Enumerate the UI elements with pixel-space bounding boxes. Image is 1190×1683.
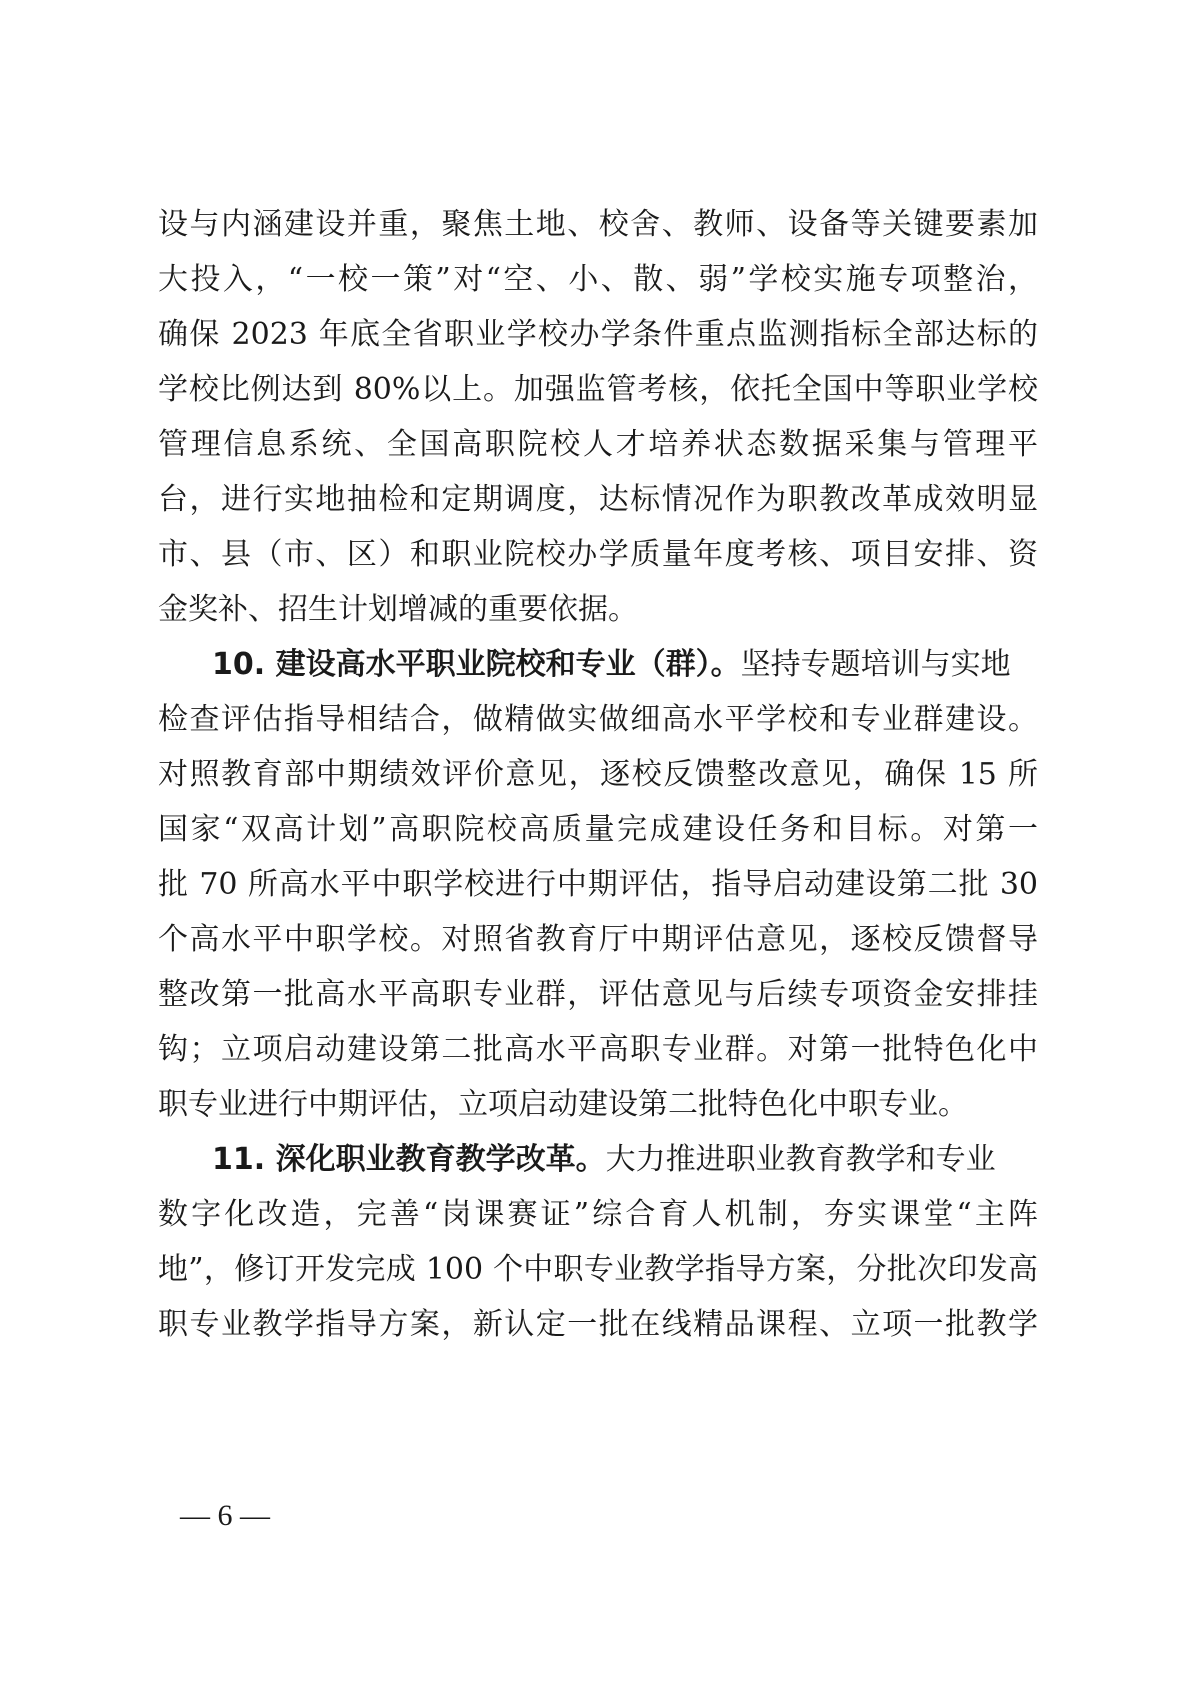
page-number: — 6 — <box>180 1499 270 1532</box>
paragraph-line: 国家“双高计划”高职院校高质量完成建设任务和目标。对第一 <box>158 812 1038 847</box>
paragraph-line: 管理信息系统、全国高职院校人才培养状态数据采集与管理平 <box>158 427 1038 462</box>
section-10-first-line <box>212 645 1038 705</box>
paragraph-line: 确保 2023 年底全省职业学校办学条件重点监测指标全部达标的 <box>158 317 1038 352</box>
paragraph-line: 学校比例达到 80%以上。加强监管考核，依托全国中等职业学校 <box>158 372 1038 407</box>
section-11-heading: 11. 深化职业教育教学改革。 <box>212 1142 606 1177</box>
paragraph-line: 金奖补、招生计划增减的重要依据。 <box>158 592 638 627</box>
paragraph-line: 个高水平中职学校。对照省教育厅中期评估意见，逐校反馈督导 <box>158 922 1038 957</box>
paragraph-line: 大投入，“一校一策”对“空、小、散、弱”学校实施专项整治， <box>158 262 1038 297</box>
section-11-first-line <box>212 1140 1038 1200</box>
paragraph-line: 设与内涵建设并重，聚焦土地、校舍、教师、设备等关键要素加 <box>158 207 1038 242</box>
paragraph-line: 台，进行实地抽检和定期调度，达标情况作为职教改革成效明显 <box>158 482 1038 517</box>
section-11-first-line-text: 大力推进职业教育教学和专业 <box>605 1142 996 1177</box>
paragraph-line: 职专业教学指导方案，新认定一批在线精品课程、立项一批教学 <box>158 1307 1038 1342</box>
paragraph-line: 整改第一批高水平高职专业群，评估意见与后续专项资金安排挂 <box>158 977 1038 1012</box>
paragraph-line: 市、县（市、区）和职业院校办学质量年度考核、项目安排、资 <box>158 537 1038 572</box>
paragraph-line: 钩；立项启动建设第二批高水平高职专业群。对第一批特色化中 <box>158 1032 1038 1067</box>
section-10-first-line-text: 坚持专题培训与实地 <box>740 647 1011 682</box>
paragraph-line: 对照教育部中期绩效评价意见，逐校反馈整改意见，确保 15 所 <box>158 757 1038 792</box>
paragraph-line: 批 70 所高水平中职学校进行中期评估，指导启动建设第二批 30 <box>158 867 1038 902</box>
paragraph-line: 数字化改造，完善“岗课赛证”综合育人机制，夯实课堂“主阵 <box>158 1197 1038 1232</box>
paragraph-line: 检查评估指导相结合，做精做实做细高水平学校和专业群建设。 <box>158 702 1038 737</box>
paragraph-line: 职专业进行中期评估，立项启动建设第二批特色化中职专业。 <box>158 1087 968 1122</box>
section-10-heading: 10. 建设高水平职业院校和专业（群）。 <box>212 647 741 682</box>
paragraph-line: 地”，修订开发完成 100 个中职专业教学指导方案，分批次印发高 <box>158 1252 1038 1287</box>
